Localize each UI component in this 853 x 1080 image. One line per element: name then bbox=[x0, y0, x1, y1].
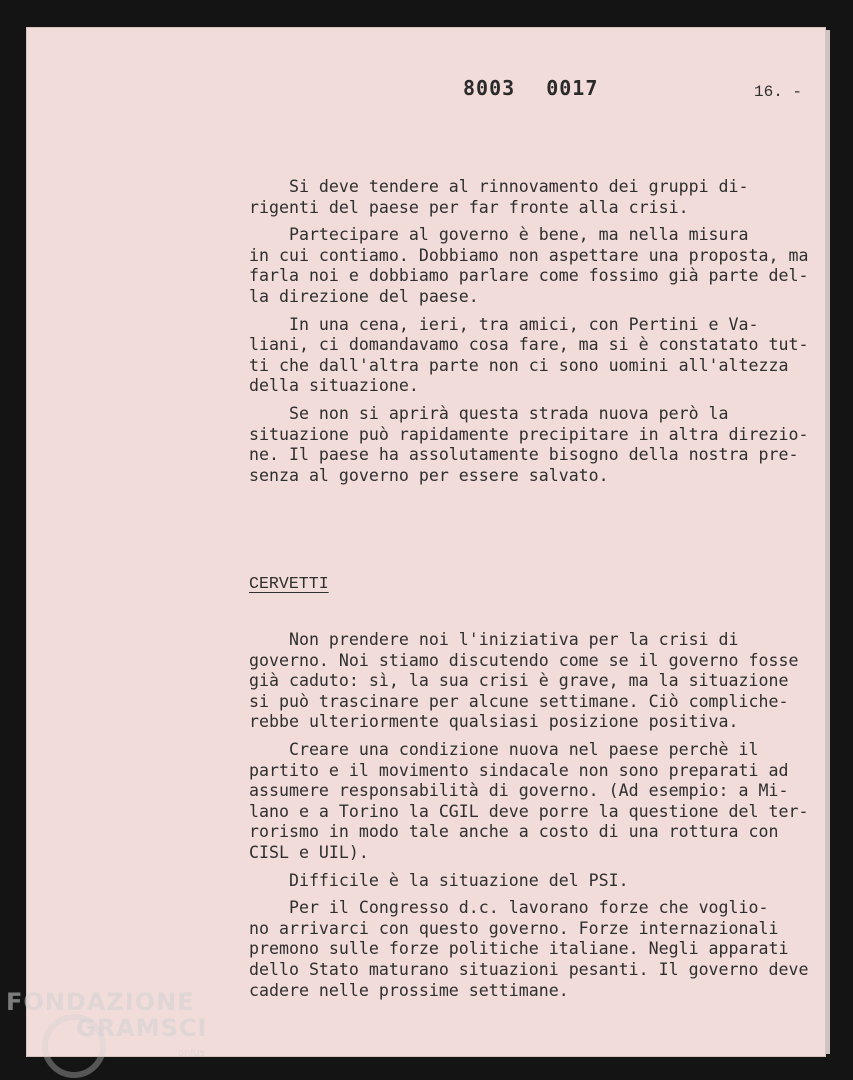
text-line: liani, ci domandavamo cosa fare, ma si è constatato tut- bbox=[249, 335, 809, 355]
paragraph-block-2 bbox=[249, 630, 808, 1001]
text-line: in cui contiamo. Dobbiamo non aspettare una proposta, ma bbox=[249, 245, 809, 265]
paragraph-gap bbox=[249, 864, 808, 871]
speaker-heading: CERVETTI bbox=[249, 574, 329, 593]
text-line: della situazione. bbox=[249, 376, 419, 396]
paragraph-gap bbox=[249, 218, 808, 225]
paragraph-block-1 bbox=[249, 177, 808, 486]
fondazione-gramsci-watermark bbox=[6, 988, 208, 1059]
text-line: la direzione del paese. bbox=[249, 286, 479, 306]
text-line: Per il Congresso d.c. lavorano forze che voglio- bbox=[249, 898, 769, 918]
text-line: premono sulle forze politiche italiane. Negli apparati bbox=[249, 939, 789, 959]
text-line: ti che dall'altra parte non ci sono uomini all'altezza bbox=[249, 355, 789, 375]
paragraph-gap bbox=[249, 733, 808, 740]
text-line: situazione può rapidamente precipitare in altra direzio- bbox=[249, 424, 809, 444]
text-line: CISL e UIL). bbox=[249, 842, 369, 862]
text-line: cadere nelle prossime settimane. bbox=[249, 980, 569, 1000]
text-line: farla noi e dobbiamo parlare come fossimo già parte del- bbox=[249, 266, 809, 286]
text-line: Si deve tendere al rinnovamento dei gruppi di- bbox=[249, 177, 749, 196]
text-line: Creare una condizione nuova nel paese perchè il bbox=[249, 739, 759, 759]
page-edge bbox=[826, 30, 830, 1054]
watermark-line-2: GRAMSCI bbox=[76, 1014, 208, 1042]
page-number: 16. - bbox=[754, 83, 803, 101]
text-line: In una cena, ieri, tra amici, con Pertini e Va- bbox=[249, 314, 759, 334]
text-line: dello Stato maturano situazioni pesanti. Il governo deve bbox=[249, 959, 809, 979]
text-line: ne. Il paese ha assolutamente bisogno della nostra pre- bbox=[249, 445, 799, 465]
watermark-line-3: onlus bbox=[178, 1048, 205, 1059]
paragraph-gap bbox=[249, 891, 808, 898]
text-line: no arrivarci con questo governo. Forze internazionali bbox=[249, 918, 779, 938]
text-line: rebbe ulteriormente qualsiasi posizione positiva. bbox=[249, 712, 739, 732]
text-line: Difficile è la situazione del PSI. bbox=[249, 870, 629, 890]
text-line: rigenti del paese per far fronte alla crisi. bbox=[249, 197, 689, 217]
text-line: lano e a Torino la CGIL deve porre la questione del ter- bbox=[249, 801, 809, 821]
paragraph-gap bbox=[249, 397, 808, 404]
text-line: già caduto: sì, la sua crisi è grave, ma la situazione bbox=[249, 671, 789, 691]
text-line: Partecipare al governo è bene, ma nella misura bbox=[249, 225, 749, 245]
text-line: senza al governo per essere salvato. bbox=[249, 465, 609, 485]
watermark-line-1: FONDAZIONE bbox=[6, 988, 195, 1016]
text-line: Non prendere noi l'iniziativa per la crisi di bbox=[249, 630, 739, 649]
logo-ring-icon bbox=[42, 1014, 106, 1078]
text-line: governo. Noi stiamo discutendo come se il governo fosse bbox=[249, 650, 799, 670]
archive-serial-number: 8003 0017 bbox=[463, 76, 599, 100]
text-line: partito e il movimento sindacale non sono preparati ad bbox=[249, 760, 789, 780]
text-line: si può trascinare per alcune settimane. Ciò compliche- bbox=[249, 691, 789, 711]
text-line: Se non si aprirà questa strada nuova però la bbox=[249, 403, 729, 423]
paragraph-gap bbox=[249, 308, 808, 315]
text-line: assumere responsabilità di governo. (Ad esempio: a Mi- bbox=[249, 781, 789, 801]
text-line: rorismo in modo tale anche a costo di una rottura con bbox=[249, 822, 779, 842]
